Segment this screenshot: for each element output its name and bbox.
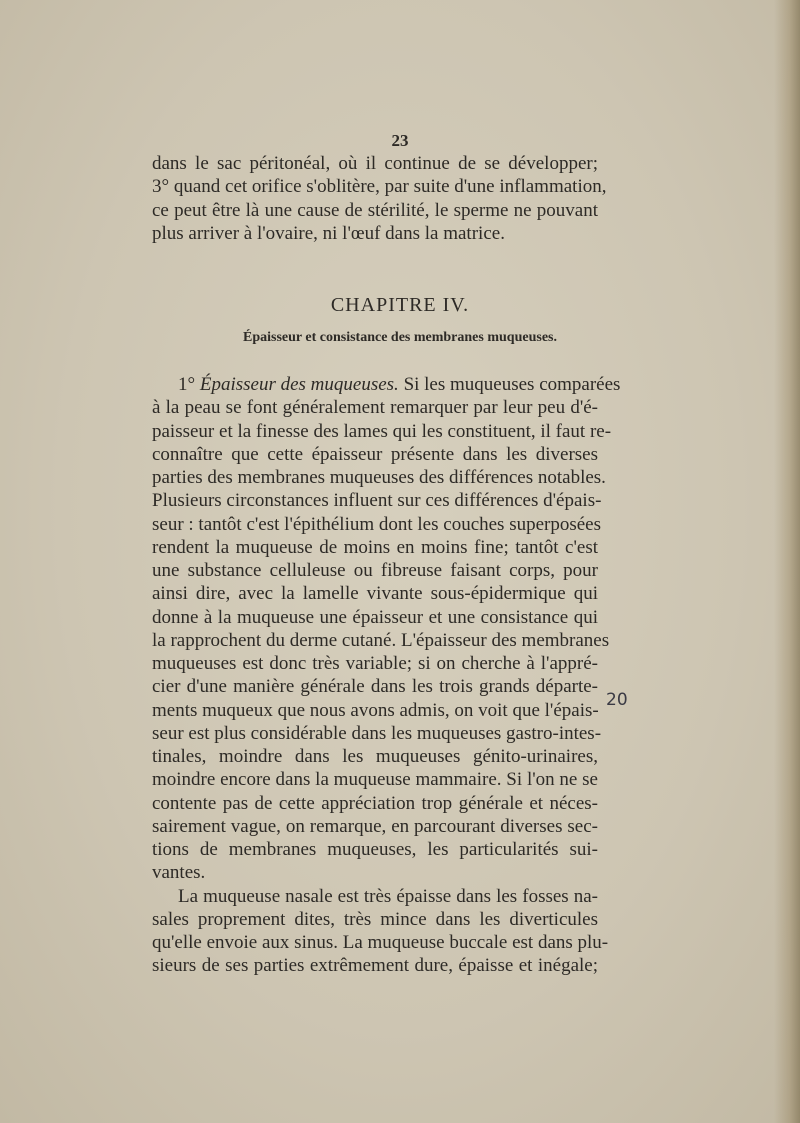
text-line: sieurs de ses parties extrêmement dure, épaisse et inégale; [152,955,598,977]
text-line: qu'elle envoie aux sinus. La muqueuse buccale est dans plu- [152,932,609,953]
text-line: paisseur et la finesse des lames qui les constituent, il faut re- [152,420,612,442]
text-line: à la peau se font généralement remarquer par leur peu d'é- [152,397,598,419]
text-line: plus arriver à l'ovaire, ni l'œuf dans la matrice. [152,222,505,244]
text-line: seur est plus considérable dans les muqueuses gastro-intes- [152,722,602,744]
lead-heading: Épaisseur des muqueuses. [199,374,399,395]
text-line: moindre encore dans la muqueuse mammaire. Si l'on ne se [152,769,598,791]
text-line: une substance celluleuse ou fibreuse faisant corps, pour [152,560,598,581]
text-line: seur : tantôt c'est l'épithélium dont les couches superposées [152,513,602,535]
lead-text: Si les muqueuses comparées [398,374,621,395]
text-line: tinales, moindre dans les muqueuses génito-urinaires, [152,746,598,767]
text-line: contente pas de cette appréciation trop générale et néces- [152,792,598,814]
text-line: tions de membranes muqueuses, les particularités sui- [152,839,598,860]
text-line: ments muqueux que nous avons admis, on voit que l'épais- [152,699,599,721]
paragraph-lead-line [152,373,621,396]
text-line: 3° quand cet orifice s'oblitère, par suite d'une inflammation, [152,176,607,198]
text-line: cier d'une manière générale dans les trois grands départe- [152,676,598,698]
page-number: 23 [391,131,409,150]
text-line: muqueuses est donc très variable; si on cherche à l'appré- [152,653,598,674]
text-line: ce peut être là une cause de stérilité, le sperme ne pouvant [152,199,598,221]
lead-number: 1° [178,374,200,395]
intro-paragraph [152,152,607,245]
text-line: sales proprement dites, très mince dans les diverticules [152,908,598,930]
text-line: ainsi dire, avec la lamelle vivante sous-épidermique qui [152,583,598,605]
text-line: dans le sac péritonéal, où il continue de se développer; [152,153,598,174]
handwritten-margin-note: 20 [606,690,628,710]
text-line: La muqueuse nasale est très épaisse dans les fosses na- [178,885,598,907]
page-edge-shadow [774,0,800,1123]
text-line: rendent la muqueuse de moins en moins fine; tantôt c'est [152,536,598,558]
text-line: la rapprochent du derme cutané. L'épaisseur des membranes [152,629,610,651]
text-line: vantes. [152,862,206,884]
section-title: Épaisseur et consistance des membranes muqueuses. [243,330,557,345]
text-line: donne à la muqueuse une épaisseur et une consistance qui [152,606,598,628]
text-line: Plusieurs circonstances influent sur ces différences d'épais- [152,490,602,512]
chapter-title: CHAPITRE IV. [330,294,470,316]
text-line: connaître que cette épaisseur présente dans les diverses [152,443,598,465]
text-line: parties des membranes muqueuses des différences notables. [152,467,606,488]
text-line: sairement vague, on remarque, en parcourant diverses sec- [152,815,598,837]
